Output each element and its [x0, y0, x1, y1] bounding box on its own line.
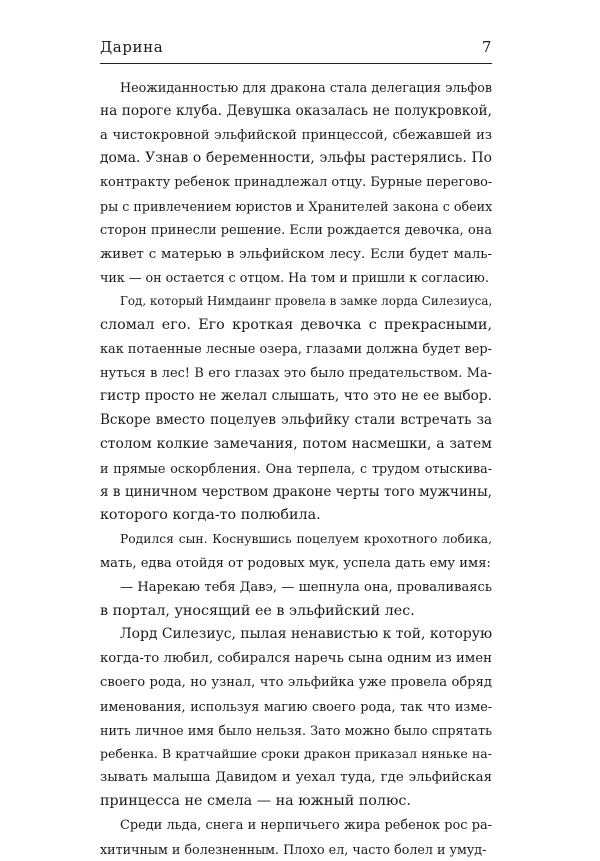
running-title: Дарина [100, 38, 163, 56]
text-line: чик — он остается с отцом. На том и пришли к согласию. [100, 266, 492, 290]
paragraph [100, 814, 492, 861]
page-number: 7 [482, 38, 492, 56]
header-rule [100, 63, 492, 64]
text-line: нить личное имя было нельзя. Зато можно было спрятать [100, 719, 492, 743]
text-line: мать, едва отойдя от родовых мук, успела дать ему имя: [100, 552, 492, 576]
text-line: Вскоре вместо поцелуев эльфийку стали встречать за [100, 409, 492, 433]
running-header [100, 38, 492, 56]
paragraph [100, 623, 492, 813]
text-line: — Нарекаю тебя Давэ, — шепнула она, проваливаясь [100, 576, 492, 600]
text-line: именования, используя магию своего рода, так что измe- [100, 695, 492, 719]
text-line: Год, который Нимдаинг провела в замке лорда Силезиуса, [100, 290, 492, 314]
text-line: Неожиданностью для дракона стала делегация эльфов [100, 76, 492, 100]
text-line: зывать малыша Давидом и уехал туда, где эльфийская [100, 766, 492, 790]
text-line: сторон принесли решение. Если рождается девочка, она [100, 219, 492, 243]
text-line: хитичным и болезненным. Плохо ел, часто болел и умуд- [100, 838, 492, 861]
text-line: гистр просто не желал слышать, что это не ее выбор. [100, 385, 492, 409]
text-line: нуться в лес! В его глазах это было предательством. Ма- [100, 362, 492, 386]
text-line: контракту ребенок принадлежал отцу. Бурные перегово- [100, 171, 492, 195]
text-line: сломал его. Его кроткая девочка с прекрасными, [100, 314, 492, 338]
text-line: когда-то любил, собирался наречь сына одним из имен [100, 647, 492, 671]
text-line: Родился сын. Коснувшись поцелуем крохотного лобика, [100, 528, 492, 552]
text-line: ребенка. В кратчайшие сроки дракон приказал няньке на- [100, 742, 492, 766]
text-line: Лорд Силезиус, пылая ненавистью к той, которую [100, 623, 492, 647]
body-text [100, 76, 492, 861]
text-line: дома. Узнав о беременности, эльфы растерялись. По [100, 147, 492, 171]
text-line: а чистокровной эльфийской принцессой, сбежавшей из [100, 124, 492, 148]
text-line: столом колкие замечания, потом насмешки, а затем [100, 433, 492, 457]
paragraph [100, 76, 492, 290]
text-line: своего рода, но узнал, что эльфийка уже провела обряд [100, 671, 492, 695]
text-line: которого когда-то полюбила. [100, 504, 492, 528]
text-line: на пороге клуба. Девушка оказалась не полукровкой, [100, 100, 492, 124]
paragraph [100, 528, 492, 576]
paragraph [100, 290, 492, 528]
text-line: Среди льда, снега и нерпичьего жира ребенок рос ра- [100, 814, 492, 838]
text-line: в портал, уносящий ее в эльфийский лес. [100, 600, 492, 624]
text-line: и прямые оскорбления. Она терпела, с трудом отыскива- [100, 457, 492, 481]
paragraph [100, 576, 492, 624]
text-line: я в циничном черством драконе черты того мужчины, [100, 481, 492, 505]
text-line: ры с привлечением юристов и Хранителей закона с обеих [100, 195, 492, 219]
text-line: принцесса не смела — на южный полюс. [100, 790, 492, 814]
text-line: живет с матерью в эльфийском лесу. Если будет маль- [100, 243, 492, 267]
text-line: как потаенные лесные озера, глазами должна будет вер- [100, 338, 492, 362]
